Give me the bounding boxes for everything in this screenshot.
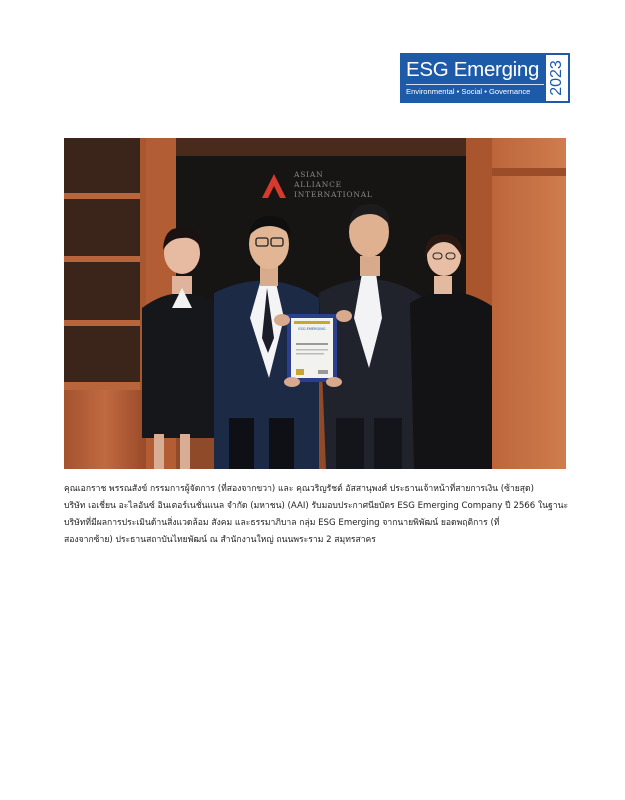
logo-text-panel [402,55,546,101]
logo-title: ESG Emerging [406,58,540,81]
wall-sign-line-2: ALLIANCE [294,180,342,189]
logo-subtitle: Environmental • Social • Governance [406,87,531,96]
wall-sign-line-1: ASIAN [294,170,324,179]
caption-line-2: บริษัท เอเชี่ยน อะไลอันซ์ อินเตอร์เนชั่นแนล จำกัด (มหาชน) (AAI) รับมอบประกาศนียบัตร ESG Emerging Company ปี 2566 ในฐานะ [64,501,569,511]
certificate [287,314,337,382]
award-photo [64,138,566,469]
esg-emerging-logo [400,53,570,103]
caption-line-4: สองจากซ้าย) ประธานสถาบันไทยพัฒน์ ณ สำนักงานใหญ่ ถนนพระราม 2 สมุทรสาคร [64,535,376,545]
award-photo-illustration [64,138,566,469]
logo-year: 2023 [548,60,565,96]
logo-divider [406,84,544,85]
certificate-header: ESG EMERGING [298,327,326,331]
logo-year-panel [546,55,568,101]
wall-sign-line-3: INTERNATIONAL [294,190,373,199]
photo-caption [64,481,574,549]
caption-line-3: บริษัทที่มีผลการประเมินด้านสิ่งแวดล้อม สังคม และธรรมาภิบาล กลุ่ม ESG Emerging จากนายพิพัฒน์ ยอดพฤติการ (ที่ [64,518,500,528]
caption-line-1: คุณเอกราช พรรณสังข์ กรรมการผู้จัดการ (ที่สองจากขวา) และ คุณวริญรัชต์ อัสสานุพงศ์ ประธานเจ้าหน้าที่สายการเงิน (ซ้ายสุด) [64,484,534,494]
